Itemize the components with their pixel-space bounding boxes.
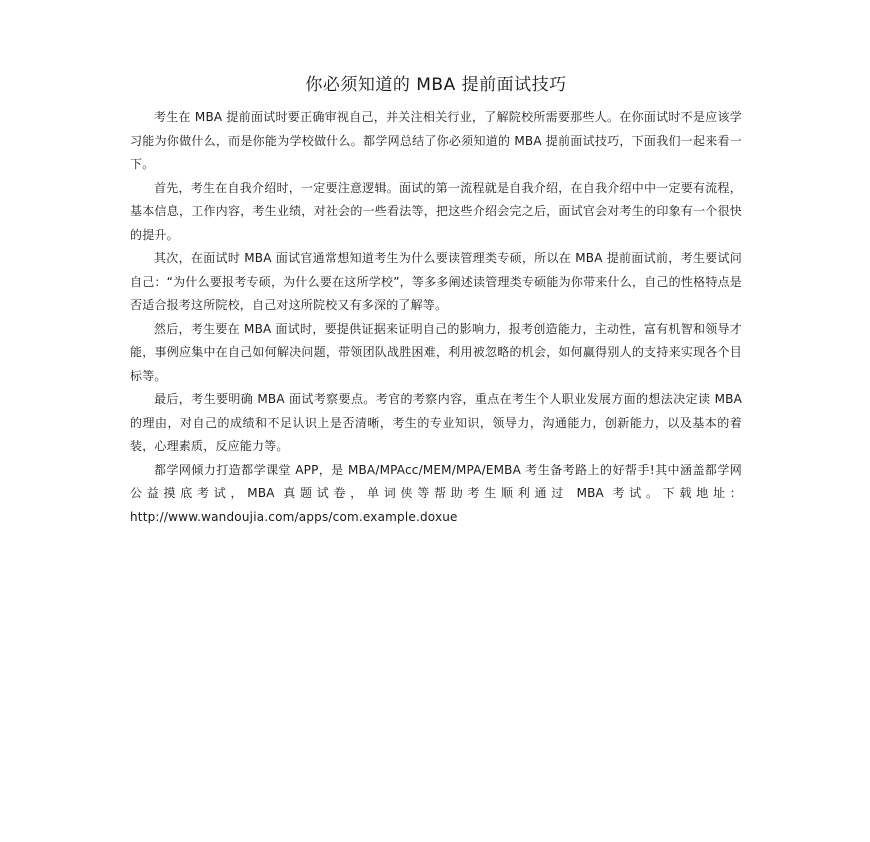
paragraph-second: 其次，在面试时 MBA 面试官通常想知道考生为什么要读管理类专硕，所以在 MBA 提前面试前，考生要试问自己：“为什么要报考专硕，为什么要在这所学校”，等多多阐述读管理类专硕能为你带来什么，自己的性格特点是否适合报考这所院校，自己对这所院校又有多深的了解等。 bbox=[130, 251, 742, 312]
document-page bbox=[130, 72, 742, 529]
paragraph-finally: 最后，考生要明确 MBA 面试考察要点。考官的考察内容，重点在考生个人职业发展方面的想法决定读 MBA 的理由，对自己的成绩和不足认识上是否清晰，考生的专业知识，领导力，沟通能力，创新能力，以及基本的着装，心理素质，反应能力等。 bbox=[130, 392, 742, 453]
paragraph-first: 首先，考生在自我介绍时，一定要注意逻辑。面试的第一流程就是自我介绍，在自我介绍中中一定要有流程，基本信息，工作内容，考生业绩，对社会的一些看法等，把这些介绍会完之后，面试官会对考生的印象有一个很快的提升。 bbox=[130, 180, 742, 242]
document-title: 你必须知道的 MBA 提前面试技巧 bbox=[305, 75, 567, 95]
paragraph-intro: 考生在 MBA 提前面试时要正确审视自己，并关注相关行业，了解院校所需要那些人。在你面试时不是应该学习能为你做什么，而是你能为学校做什么。都学网总结了你必须知道的 MBA 提前面试技巧，下面我们一起来看一下。 bbox=[130, 110, 742, 171]
paragraph-then: 然后，考生要在 MBA 面试时，要提供证据来证明自己的影响力，报考创造能力，主动性，富有机智和领导才能，事例应集中在自己如何解决问题，带领团队战胜困难，利用被忽略的机会，如何赢得别人的支持来实现各个目标等。 bbox=[130, 321, 742, 383]
paragraph-app-promo: 都学网倾力打造都学课堂 APP，是 MBA/MPAcc/MEM/MPA/EMBA 考生备考路上的好帮手!其中涵盖都学网公益摸底考试，MBA 真题试卷，单词侠等帮助考生顺利通过 MBA 考试。下载地址：http://www.wandoujia.com/apps/com.example.doxue bbox=[130, 462, 742, 524]
